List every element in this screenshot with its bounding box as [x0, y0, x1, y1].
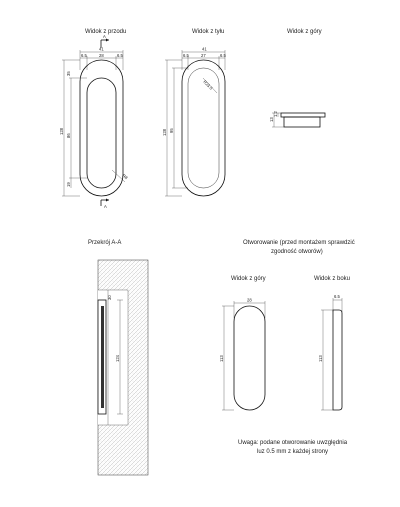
- opening-top-outline: [234, 306, 265, 410]
- back-inner-outline: [188, 68, 219, 188]
- opening-dim-width: 28: [247, 297, 252, 303]
- back-dim-w-b: 27: [201, 53, 206, 58]
- top-view-title: Widok z góry: [287, 29, 322, 35]
- front-dim-w-b: 28: [99, 53, 104, 58]
- opening-side-title: Widok z boku: [314, 276, 351, 282]
- front-dim-h-b: 86: [66, 133, 71, 138]
- section-mark-a-top: A: [103, 34, 106, 39]
- top-dim-a: 13: [269, 117, 274, 122]
- front-dim-height-total: 128: [59, 128, 64, 135]
- back-view: [162, 29, 226, 196]
- front-dim-h-c: 19: [66, 182, 71, 187]
- top-dim-b: 1.2: [273, 111, 278, 117]
- handle-profile-inner: [101, 306, 104, 408]
- back-view-title: Widok z tyłu: [192, 29, 225, 35]
- opening-title-line2: zgodność otworów): [271, 249, 323, 255]
- section-dim-b: 124: [115, 355, 120, 362]
- opening-views: [219, 240, 355, 455]
- back-dim-h-b: 95: [169, 128, 174, 133]
- note-line2: luz 0.5 mm z każdej strony: [257, 449, 329, 455]
- section-view: [88, 240, 148, 475]
- top-view-body: [284, 117, 320, 127]
- top-view: [269, 29, 325, 127]
- opening-dim-depth: 6.5: [334, 294, 340, 299]
- section-mark-a-bottom: A: [104, 204, 107, 209]
- section-marker-bottom: [101, 199, 109, 210]
- front-outer-outline: [80, 60, 123, 196]
- front-dim-width-total: 41: [99, 46, 104, 52]
- back-dim-width-total: 41: [202, 46, 207, 52]
- section-view-title: Przekrój A-A: [88, 240, 122, 246]
- opening-side-outline: [333, 310, 342, 410]
- opening-dim-side-height: 113: [318, 355, 323, 362]
- front-view: [59, 29, 129, 209]
- front-dim-w-a: 6.5: [81, 53, 87, 58]
- back-dim-radius: R23.5: [202, 79, 214, 91]
- front-dim-h-a: 35: [66, 71, 71, 76]
- section-dim-a: 30: [107, 295, 112, 300]
- opening-title-line1: Otworowanie (przed montażem sprawdzić: [243, 240, 355, 246]
- note-line1: Uwaga: podane otworowanie uwzględnia: [238, 440, 348, 446]
- opening-top-title: Widok z góry: [231, 276, 266, 282]
- front-dim-w-c: 6.5: [117, 53, 123, 58]
- back-dim-w-c: 6.5: [220, 53, 226, 58]
- front-inner-recess: [87, 78, 116, 188]
- front-dim-radius: R8: [121, 172, 129, 181]
- back-dim-w-a: 6.5: [183, 53, 189, 58]
- top-view-flange: [281, 113, 325, 117]
- opening-dim-height: 113: [219, 355, 224, 362]
- front-view-title: Widok z przodu: [85, 29, 127, 35]
- back-dim-height-total: 128: [162, 129, 167, 136]
